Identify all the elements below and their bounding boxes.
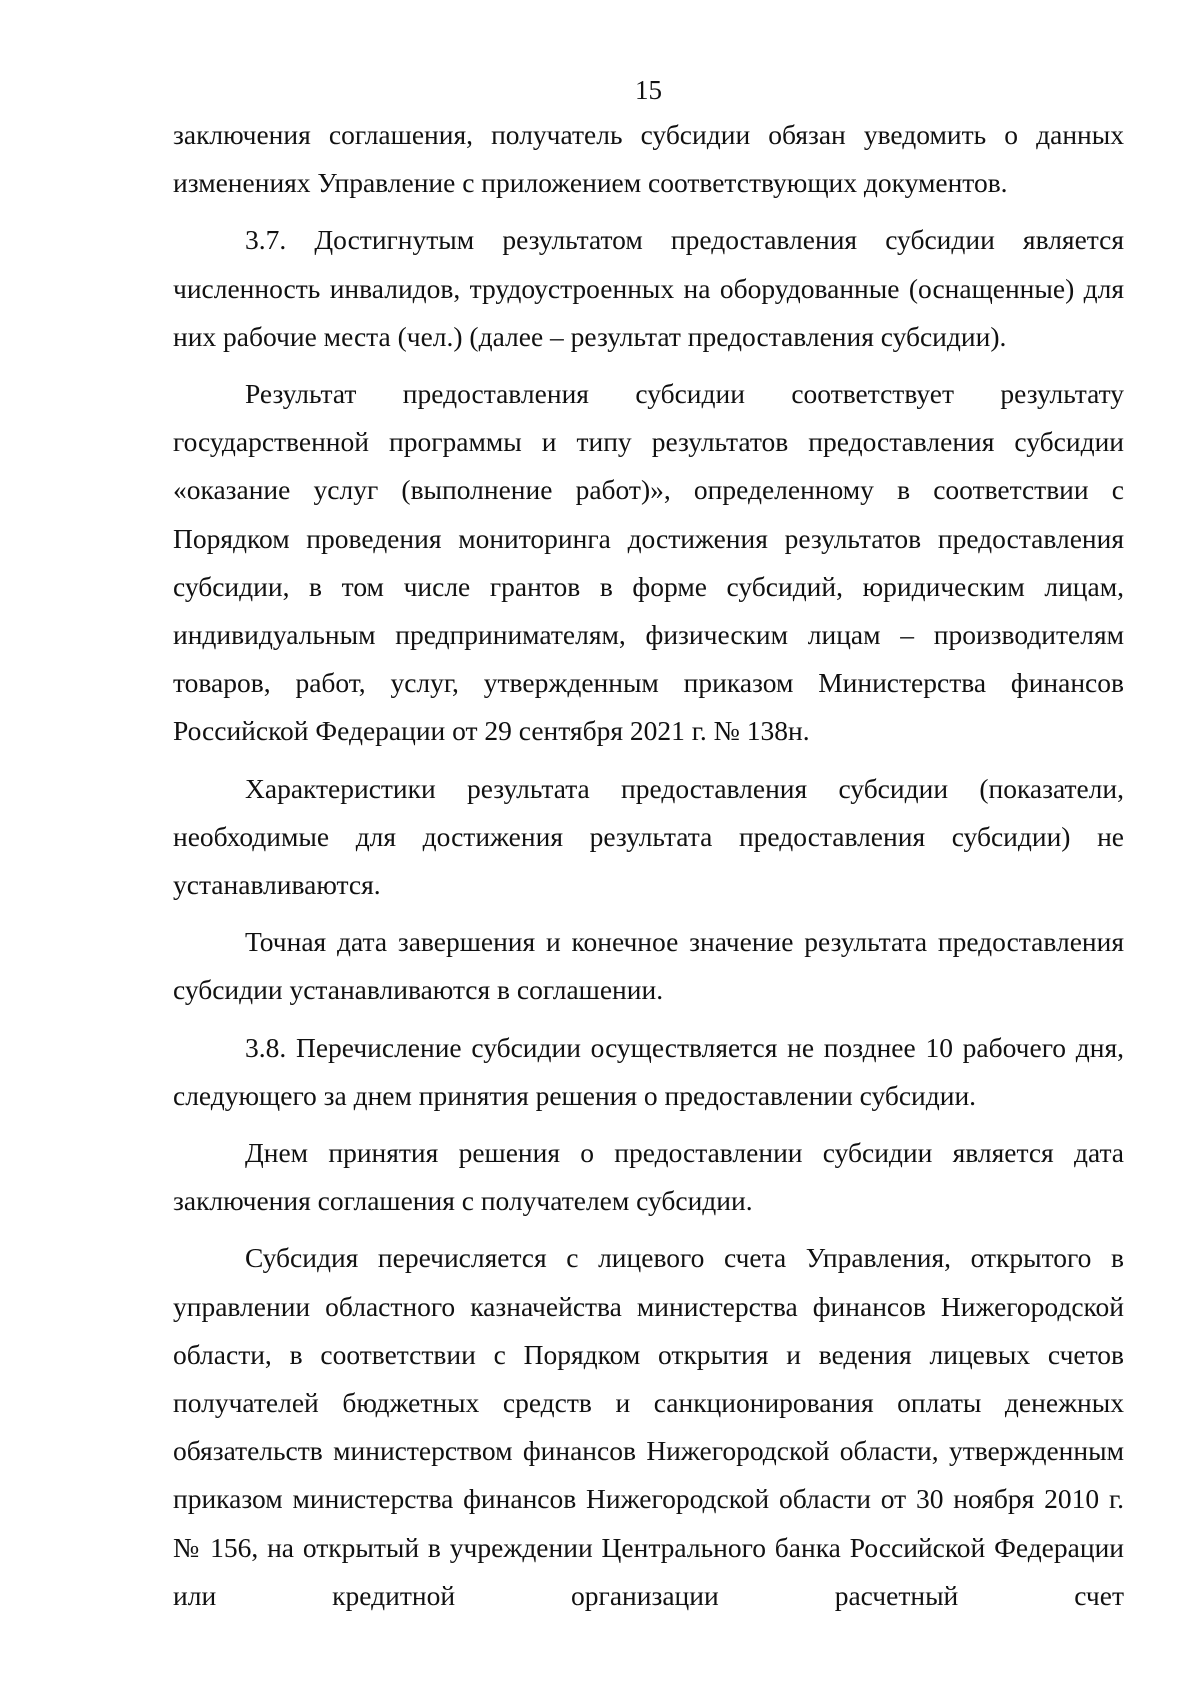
paragraph-result-characteristics: Характеристики результата предоставления субсидии (показатели, необходимые для достижения результата предоставления субсидии) не устанавливаются. [173, 772, 1124, 901]
paragraph-3-7: 3.7. Достигнутым результатом предоставления субсидии является численность инвалидов, трудоустроенных на оборудованные (оснащенные) для них рабочие места (чел.) (далее – результат предоставления субсидии). [173, 224, 1124, 352]
paragraph-exact-date: Точная дата завершения и конечное значение результата предоставления субсидии устанавливаются в соглашении. [173, 926, 1124, 1006]
paragraph-result-correspondence: Результат предоставления субсидии соответствует результату государственной программы и типу результатов предоставления субсидии «оказание услуг (выполнение работ)», определенному в соответствии с Порядком проведения мониторинга достижения результатов предоставления субсидии, в том числе грантов в форме субсидий, юридическим лицам, индивидуальным предпринимателям, физическим лицам – производителям товаров, работ, услуг, утвержденным приказом Министерства финансов Российской Федерации от 29 сентября 2021 г. № 138н. [173, 378, 1124, 747]
document-body [173, 111, 1124, 1629]
page-number: 15 [635, 75, 662, 105]
paragraph-3-8: 3.8. Перечисление субсидии осуществляется не позднее 10 рабочего дня, следующего за днем принятия решения о предоставлении субсидии. [173, 1031, 1124, 1111]
paragraph-decision-date: Днем принятия решения о предоставлении субсидии является дата заключения соглашения с получателем субсидии. [173, 1137, 1124, 1217]
paragraph-subsidy-transfer: Субсидия перечисляется с лицевого счета Управления, открытого в управлении областного казначейства министерства финансов Нижегородской области, в соответствии с Порядком открытия и ведения лицевых счетов получателей бюджетных средств и санкционирования оплаты денежных обязательств министерством финансов Нижегородской области, утвержденным приказом министерства финансов Нижегородской области от 30 ноября 2010 г. № 156, на открытый в учреждении Центрального банка Российской Федерации или кредитной организации расчетный счет [173, 1242, 1124, 1611]
paragraph-continuation: заключения соглашения, получатель субсидии обязан уведомить о данных изменениях Управление с приложением соответствующих документов. [173, 119, 1124, 199]
